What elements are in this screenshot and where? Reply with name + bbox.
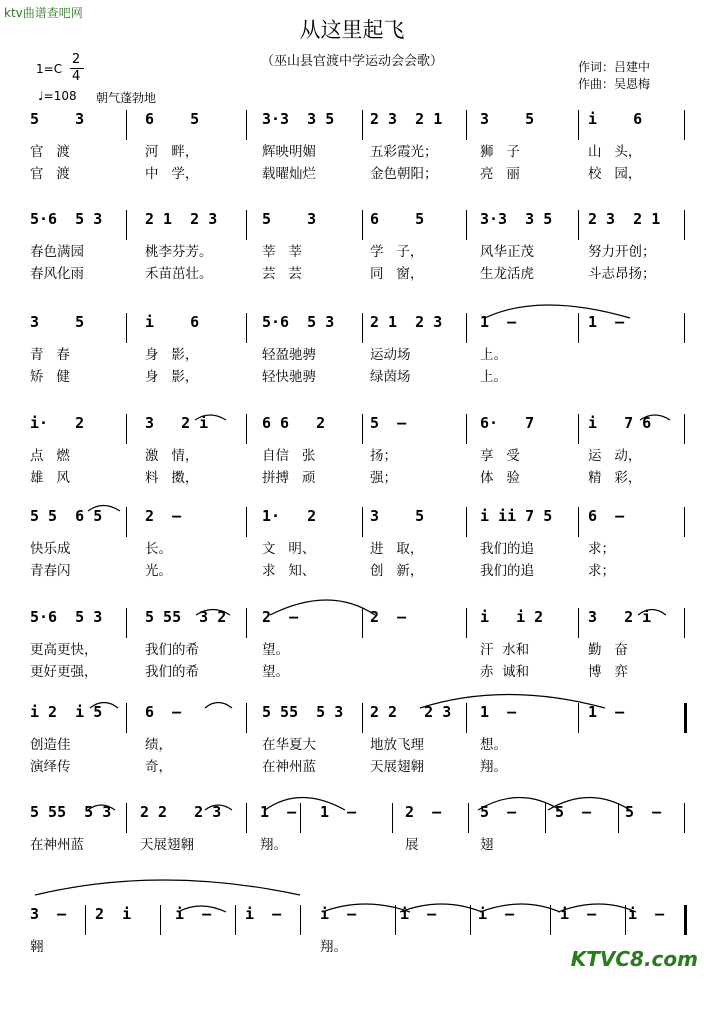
lyric-segment: 五彩霞光； — [370, 144, 438, 160]
measure-notes: 1 – — [588, 313, 625, 331]
lyric-segment: 绿茵场 — [370, 369, 411, 385]
lyric-segment: 金色朝阳； — [370, 166, 438, 182]
measure-notes: 6 5 — [370, 210, 425, 228]
lyric-segment: 春色满园 — [30, 244, 84, 260]
lyric-segment: 望。 — [262, 642, 289, 658]
measure-notes: 2 2 2 3 — [370, 703, 452, 721]
measure-notes: i – — [560, 905, 597, 923]
lyric-segment: 风华正茂 — [480, 244, 534, 260]
lyric-segment: 天展翅翱 — [370, 759, 424, 775]
slur — [400, 904, 482, 912]
lyric-segment: 求； — [588, 541, 615, 557]
measure-notes: 5 5 6 5 — [30, 507, 103, 525]
measure-notes: i 2 i 5 — [30, 703, 103, 721]
lyric-segment: 辉映明媚 — [262, 144, 316, 160]
measure-notes: i 7 6 — [588, 414, 652, 432]
lyric-segment: 翔。 — [260, 837, 287, 853]
lyric-segment: 文 明、 — [262, 541, 316, 557]
slur — [638, 610, 666, 616]
lyric-segment: 精 彩， — [588, 470, 642, 486]
lyric-segment: 赤 诚和 — [480, 664, 530, 680]
slur — [640, 415, 670, 420]
lyric-segment: 快乐成 — [30, 541, 71, 557]
measure-notes: 2 3 2 1 — [588, 210, 661, 228]
measure-notes: 1· 2 — [262, 507, 317, 525]
lyric-segment: 轻快驰骋 — [262, 369, 316, 385]
lyric-segment: 官 渡 — [30, 144, 70, 160]
slur — [90, 703, 118, 709]
measure-notes: 2 2 2 3 — [140, 803, 222, 821]
lyric-segment: 校 园， — [588, 166, 642, 182]
lyric-segment: 更好更强， — [30, 664, 98, 680]
lyric-segment: 天展翅翱 — [140, 837, 194, 853]
lyric-segment: 桃李芬芳。 — [145, 244, 213, 260]
slur — [478, 798, 560, 811]
measure-notes: 5 – — [480, 803, 517, 821]
lyric-segment: 中 学， — [145, 166, 199, 182]
slur — [480, 904, 560, 912]
measure-notes: 5 3 — [262, 210, 317, 228]
lyric-segment: 我们的追 — [480, 563, 534, 579]
lyric-segment: 求 知、 — [262, 563, 316, 579]
lyric-segment: 料 擞， — [145, 470, 199, 486]
lyric-segment: 扬； — [370, 448, 397, 464]
measure-notes: 3·3 3 5 — [480, 210, 553, 228]
lyric-segment: 博 弈 — [588, 664, 628, 680]
measure-notes: 1 – — [480, 703, 517, 721]
lyric-segment: 学 子， — [370, 244, 424, 260]
slur — [205, 805, 232, 810]
slur — [548, 798, 630, 811]
measure-notes: 3 5 — [30, 313, 85, 331]
lyric-segment: 官 渡 — [30, 166, 70, 182]
measure-notes: i i 2 — [480, 608, 544, 626]
measure-notes: i – — [175, 905, 212, 923]
lyric-segment: 汗 水和 — [480, 642, 530, 658]
lyric-segment: 更高更快， — [30, 642, 98, 658]
lyric-segment: 享 受 — [480, 448, 520, 464]
lyric-segment: 矫 健 — [30, 369, 70, 385]
lyricist-credit: 作词：吕建中 — [578, 60, 651, 74]
lyric-segment: 山 头， — [588, 144, 642, 160]
measure-notes: i 6 — [145, 313, 200, 331]
song-title: 从这里起飞 — [299, 18, 405, 42]
lyric-segment: 在神州蓝 — [262, 759, 316, 775]
lyric-segment: 芸 芸 — [262, 266, 302, 282]
lyric-segment: 身 影， — [145, 369, 199, 385]
lyric-segment: 我们的希 — [145, 642, 199, 658]
lyric-segment: 轻盈驰骋 — [262, 347, 316, 363]
slur — [265, 798, 345, 811]
watermark-bottom-right: KTVC8.com — [570, 947, 698, 971]
measure-notes: 6 – — [145, 703, 182, 721]
lyric-segment: 展 — [405, 837, 419, 853]
lyric-segment: 我们的希 — [145, 664, 199, 680]
tempo-marking: ♩=108 — [38, 89, 77, 103]
measure-notes: 6 6 2 — [262, 414, 326, 432]
expression-marking: 朝气蓬勃地 — [96, 91, 157, 105]
lyric-segment: 翱 — [30, 939, 44, 955]
slur — [270, 600, 375, 615]
lyric-segment: 同 窗， — [370, 266, 424, 282]
lyric-segment: 努力开创； — [588, 244, 656, 260]
lyric-segment: 想。 — [480, 737, 507, 753]
measure-notes: 2 – — [145, 507, 182, 525]
measure-notes: 6 5 — [145, 110, 200, 128]
measure-notes: 1 – — [480, 313, 517, 331]
measure-notes: i – — [478, 905, 515, 923]
lyric-segment: 长。 — [145, 541, 172, 557]
lyric-segment: 奇， — [145, 759, 172, 775]
measure-notes: i 6 — [588, 110, 643, 128]
measure-notes: 5 3 — [30, 110, 85, 128]
measure-notes: 2 – — [405, 803, 442, 821]
lyric-segment: 运动场 — [370, 347, 411, 363]
measure-notes: 5 – — [625, 803, 662, 821]
slur — [196, 610, 230, 616]
measure-notes: i – — [628, 905, 665, 923]
lyric-segment: 翔。 — [320, 939, 347, 955]
measure-notes: 2 – — [370, 608, 407, 626]
lyric-segment: 自信 张 — [262, 448, 316, 464]
measure-notes: 2 – — [262, 608, 299, 626]
lyric-segment: 激 情， — [145, 448, 199, 464]
lyric-segment: 我们的追 — [480, 541, 534, 557]
lyric-segment: 绩， — [145, 737, 172, 753]
measure-notes: 5 – — [555, 803, 592, 821]
measure-notes: 5·6 5 3 — [262, 313, 335, 331]
lyric-segment: 青 春 — [30, 347, 70, 363]
measure-notes: 3 – — [30, 905, 67, 923]
slur — [485, 305, 630, 318]
measure-notes: 6 – — [588, 507, 625, 525]
lyric-segment: 斗志昂扬； — [588, 266, 656, 282]
lyric-segment: 光。 — [145, 563, 172, 579]
measure-notes: 1 – — [588, 703, 625, 721]
lyric-segment: 狮 子 — [480, 144, 520, 160]
slur — [558, 904, 636, 912]
lyric-segment: 莘 莘 — [262, 244, 302, 260]
measure-notes: 2 1 2 3 — [145, 210, 218, 228]
lyric-segment: 演绎传 — [30, 759, 71, 775]
lyric-segment: 勤 奋 — [588, 642, 628, 658]
key-signature: 1=C — [36, 62, 63, 76]
lyric-segment: 上。 — [480, 369, 507, 385]
measure-notes: 5·6 5 3 — [30, 608, 103, 626]
lyric-segment: 春风化雨 — [30, 266, 84, 282]
lyric-segment: 在华夏大 — [262, 737, 316, 753]
measure-notes: i – — [320, 905, 357, 923]
lyric-segment: 地放飞理 — [370, 737, 424, 753]
measure-notes: 5 55 5 3 — [30, 803, 112, 821]
lyric-segment: 拼搏 顽 — [262, 470, 316, 486]
lyric-segment: 进 取， — [370, 541, 424, 557]
time-signature-bottom: 4 — [72, 69, 81, 84]
measure-notes: 6· 7 — [480, 414, 535, 432]
measure-notes: 3 5 — [480, 110, 535, 128]
measure-notes: i ii 7 5 — [480, 507, 553, 525]
measure-notes: 3 5 — [370, 507, 425, 525]
measure-notes: 3 2 i — [588, 608, 652, 626]
measure-notes: 5 55 5 3 — [262, 703, 344, 721]
measure-notes: 2 i — [95, 905, 132, 923]
lyric-segment: 求； — [588, 563, 615, 579]
lyric-segment: 亮 丽 — [480, 166, 520, 182]
slur — [420, 695, 605, 709]
lyric-segment: 身 影， — [145, 347, 199, 363]
lyric-segment: 点 燃 — [30, 448, 70, 464]
slur — [195, 415, 226, 420]
measure-notes: 2 3 2 1 — [370, 110, 443, 128]
lyric-segment: 翅 — [480, 837, 494, 853]
lyric-segment: 青春闪 — [30, 563, 71, 579]
lyric-segment: 望。 — [262, 664, 289, 680]
slur — [88, 506, 120, 512]
lyric-segment: 雄 风 — [30, 470, 70, 486]
measure-notes: i – — [400, 905, 437, 923]
measure-notes: 2 1 2 3 — [370, 313, 443, 331]
slur — [88, 805, 115, 810]
measure-notes: i – — [245, 905, 282, 923]
slur — [35, 880, 300, 895]
song-subtitle: （巫山县官渡中学运动会会歌） — [260, 54, 443, 69]
measure-notes: 3·3 3 5 — [262, 110, 335, 128]
measure-notes: 5·6 5 3 — [30, 210, 103, 228]
measure-notes: 1 – — [260, 803, 297, 821]
slur — [178, 906, 226, 912]
lyric-segment: 载曜灿烂 — [262, 166, 316, 182]
lyric-segment: 在神州蓝 — [30, 837, 84, 853]
lyric-segment: 创造佳 — [30, 737, 71, 753]
slur — [205, 703, 232, 709]
lyric-segment: 创 新， — [370, 563, 424, 579]
lyric-segment: 运 动， — [588, 448, 642, 464]
measure-notes: 1 – — [320, 803, 357, 821]
lyric-segment: 上。 — [480, 347, 507, 363]
composer-credit: 作曲：吴恩梅 — [578, 77, 651, 91]
lyric-segment: 强； — [370, 470, 397, 486]
measure-notes: i· 2 — [30, 414, 85, 432]
lyric-segment: 生龙活虎 — [480, 266, 534, 282]
measure-notes: 5 55 3 2 — [145, 608, 227, 626]
lyric-segment: 体 验 — [480, 470, 520, 486]
slur — [322, 904, 410, 912]
measure-notes: 3 2 i — [145, 414, 209, 432]
measure-notes: 5 – — [370, 414, 407, 432]
watermark-top-left: ktv曲谱查吧网 — [4, 6, 83, 20]
lyric-segment: 翔。 — [480, 759, 507, 775]
time-signature-top: 2 — [72, 52, 81, 67]
lyric-segment: 河 畔， — [145, 144, 199, 160]
lyric-segment: 禾苗茁壮。 — [145, 266, 213, 282]
